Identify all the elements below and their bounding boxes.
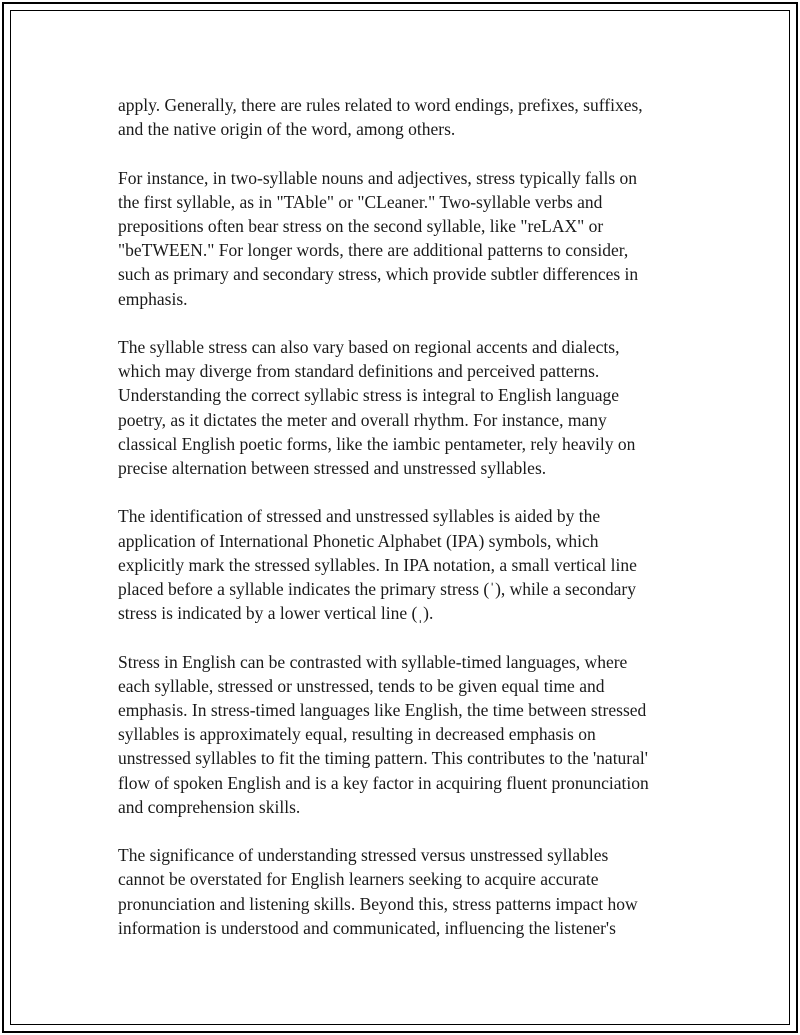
- paragraph-significance: The significance of understanding stressed versus unstressed syllables cannot be overstated for English learners seeking to acquire accurate pronunciation and listening skills. Beyond this, stress patterns impact how information is understood and communicated, influencing the listener's: [118, 845, 638, 938]
- paragraph-ipa-notation: The identification of stressed and unstressed syllables is aided by the application of International Phonetic Alphabet (IPA) symbols, which explicitly mark the stressed syllables. In IPA notation, a small vertical line placed before a syllable indicates the primary stress (ˈ), while a secondary stress is indicated by a lower vertical line (ˌ).: [118, 506, 637, 624]
- document-body: [118, 93, 678, 964]
- paragraph-two-syllable-stress: For instance, in two-syllable nouns and adjectives, stress typically falls on the first syllable, as in "TAble" or "CLeaner." Two-syllable verbs and prepositions often bear stress on the second syllable, like "reLAX" or "beTWEEN." For longer words, there are additional patterns to consider, such as primary and secondary stress, which provide subtler differences in emphasis.: [118, 167, 639, 309]
- paragraph-regional-variation: The syllable stress can also vary based on regional accents and dialects, which may diverge from standard definitions and perceived patterns. Understanding the correct syllabic stress is integral to English language poetry, as it dictates the meter and overall rhythm. For instance, many classical English poetic forms, like the iambic pentameter, rely heavily on precise alternation between stressed and unstressed syllables.: [118, 337, 636, 479]
- paragraph-stress-timed-languages: Stress in English can be contrasted with syllable-timed languages, where each syllable, stressed or unstressed, tends to be given equal time and emphasis. In stress-timed languages like English, the time between stressed syllables is approximately equal, resulting in decreased emphasis on unstressed syllables to fit the timing pattern. This contributes to the 'natural' flow of spoken English and is a key factor in acquiring fluent pronunciation and comprehension skills.: [118, 651, 649, 817]
- paragraph-word-endings: apply. Generally, there are rules related to word endings, prefixes, suffixes, and the native origin of the word, among others.: [118, 95, 643, 140]
